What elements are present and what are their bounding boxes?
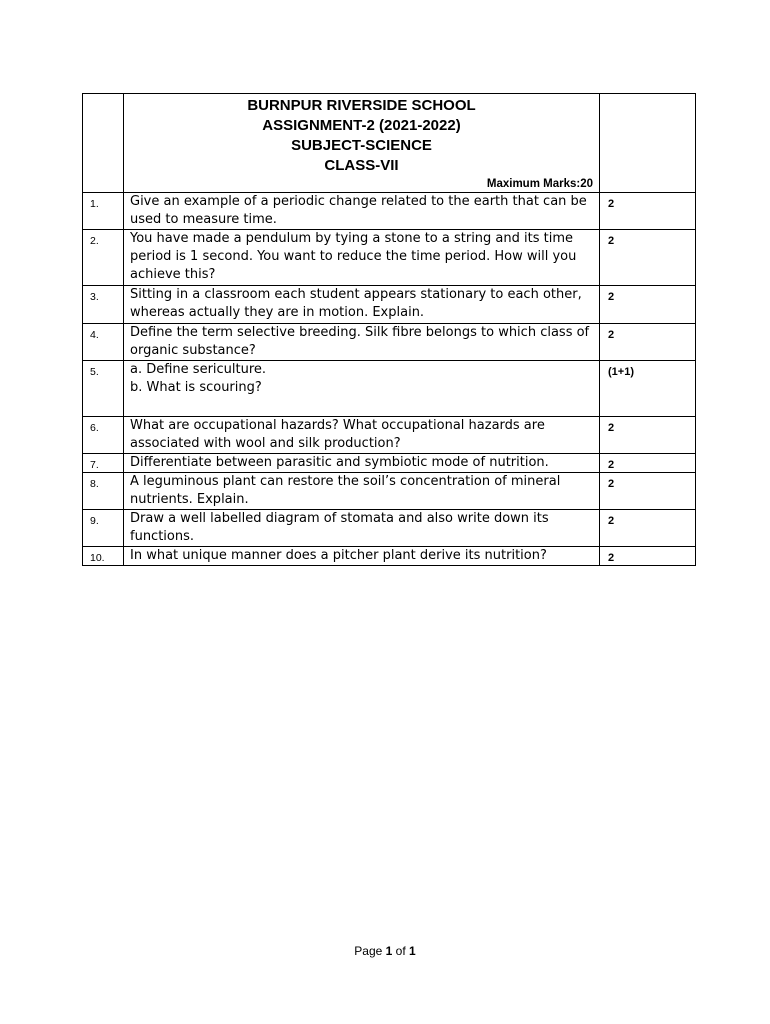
- question-marks: 2: [600, 230, 696, 286]
- subject-title: SUBJECT-SCIENCE: [291, 137, 432, 154]
- question-marks: 2: [600, 473, 696, 510]
- question-row: [83, 454, 696, 473]
- question-marks: 2: [600, 193, 696, 230]
- question-number: 1.: [83, 193, 124, 230]
- question-marks: 2: [600, 510, 696, 547]
- question-marks: 2: [600, 324, 696, 361]
- question-row: [83, 193, 696, 230]
- assignment-title: ASSIGNMENT-2 (2021-2022): [262, 117, 461, 134]
- question-number: 8.: [83, 473, 124, 510]
- question-marks: 2: [600, 417, 696, 454]
- question-marks: 2: [600, 454, 696, 473]
- question-text: Sitting in a classroom each student appears stationary to each other, whereas actually they are in motion. Explain.: [124, 286, 600, 324]
- question-text: Draw a well labelled diagram of stomata and also write down its functions.: [124, 510, 600, 547]
- question-number: 10.: [83, 547, 124, 566]
- question-number: 4.: [83, 324, 124, 361]
- question-row: [83, 230, 696, 286]
- header-marks-cell: [600, 94, 696, 193]
- page-word: Page: [354, 944, 383, 958]
- question-text: Give an example of a periodic change related to the earth that can be used to measure time.: [124, 193, 600, 230]
- question-number: 2.: [83, 230, 124, 286]
- class-title: CLASS-VII: [324, 157, 399, 174]
- question-number: 7.: [83, 454, 124, 473]
- page-footer: [0, 944, 770, 958]
- question-text: Differentiate between parasitic and symbiotic mode of nutrition.: [124, 454, 600, 473]
- header-title-cell: [124, 94, 600, 193]
- question-row: [83, 324, 696, 361]
- of-word: of: [395, 944, 406, 958]
- question-number: 5.: [83, 361, 124, 417]
- question-text: What are occupational hazards? What occupational hazards are associated with wool and silk production?: [124, 417, 600, 454]
- question-number: 3.: [83, 286, 124, 324]
- question-row: [83, 286, 696, 324]
- header-number-cell: [83, 94, 124, 193]
- question-text: Define the term selective breeding. Silk fibre belongs to which class of organic substance?: [124, 324, 600, 361]
- maximum-marks: Maximum Marks:20: [486, 178, 593, 190]
- question-row: [83, 473, 696, 510]
- question-marks: 2: [600, 547, 696, 566]
- question-marks: 2: [600, 286, 696, 324]
- question-text: In what unique manner does a pitcher plant derive its nutrition?: [124, 547, 600, 566]
- question-row: [83, 510, 696, 547]
- question-number: 6.: [83, 417, 124, 454]
- current-page-number: 1: [385, 944, 393, 958]
- school-name: BURNPUR RIVERSIDE SCHOOL: [247, 97, 476, 114]
- total-pages-number: 1: [409, 944, 416, 958]
- assignment-table: [82, 93, 696, 566]
- question-text: a. Define sericulture. b. What is scouring?: [124, 361, 600, 417]
- header-row: [83, 94, 696, 193]
- question-text: You have made a pendulum by tying a stone to a string and its time period is 1 second. You want to reduce the time period. How will you achieve this?: [124, 230, 600, 286]
- question-row: [83, 547, 696, 566]
- question-number: 9.: [83, 510, 124, 547]
- question-row: [83, 361, 696, 417]
- question-marks: (1+1): [600, 361, 696, 417]
- question-row: [83, 417, 696, 454]
- question-text: A leguminous plant can restore the soil’s concentration of mineral nutrients. Explain.: [124, 473, 600, 510]
